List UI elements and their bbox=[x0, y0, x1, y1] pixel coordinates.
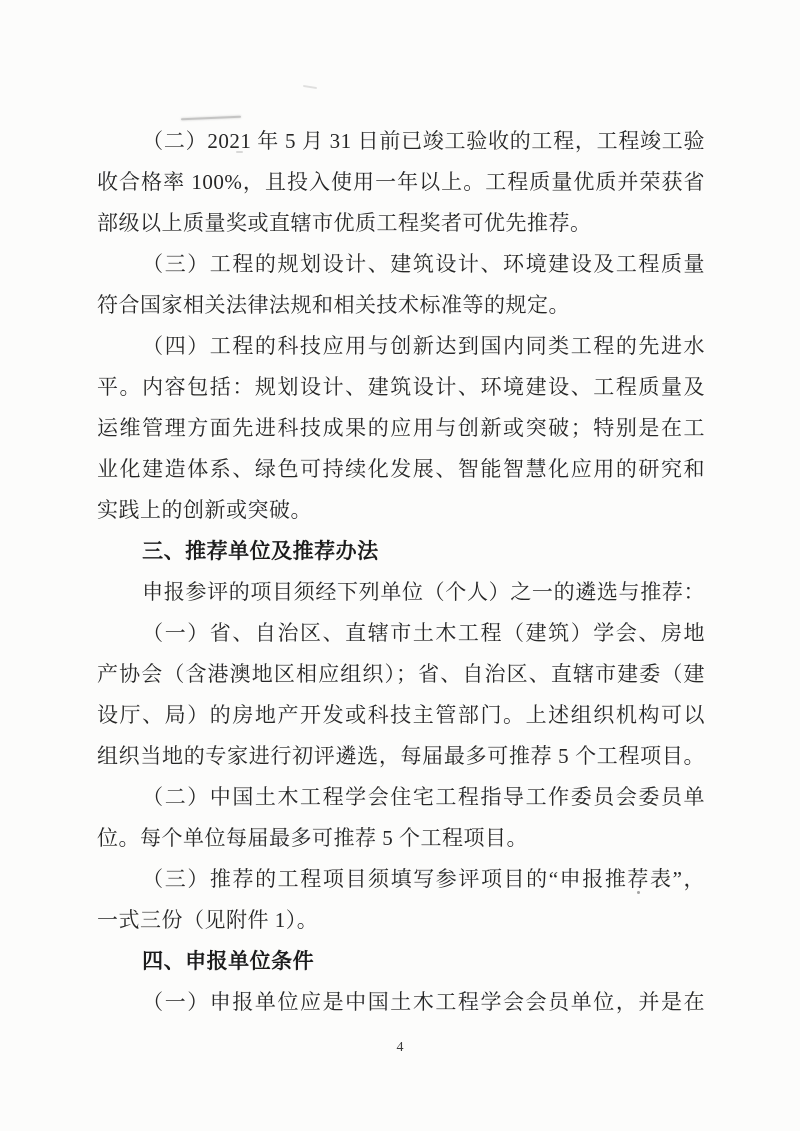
text-line: （二）中国土木工程学会住宅工程指导工作委员会委员单 bbox=[142, 785, 705, 809]
paragraph bbox=[97, 859, 705, 941]
document-body bbox=[97, 121, 705, 1023]
text-line: 收合格率 100%，且投入使用一年以上。工程质量优质并荣获省 bbox=[97, 170, 705, 194]
text-line: 三、推荐单位及推荐办法 bbox=[142, 540, 379, 563]
scan-artifact bbox=[181, 116, 241, 121]
text-line: （一）省、自治区、直辖市土木工程（建筑）学会、房地 bbox=[142, 621, 705, 645]
text-line: 组织当地的专家进行初评遴选，每届最多可推荐 5 个工程项目。 bbox=[97, 744, 705, 768]
text-line: 平。内容包括：规划设计、建筑设计、环境建设、工程质量及 bbox=[97, 375, 705, 399]
paragraph bbox=[97, 572, 705, 613]
text-line: 部级以上质量奖或直辖市优质工程奖者可优先推荐。 bbox=[97, 211, 592, 235]
text-line: 位。每个单位每届最多可推荐 5 个工程项目。 bbox=[97, 826, 528, 850]
section-heading bbox=[97, 531, 705, 572]
paragraph bbox=[97, 613, 705, 777]
text-line: （三）工程的规划设计、建筑设计、环境建设及工程质量 bbox=[142, 252, 705, 276]
paragraph bbox=[97, 244, 705, 326]
paragraph bbox=[97, 777, 705, 859]
scan-artifact bbox=[303, 85, 317, 89]
text-line: （四）工程的科技应用与创新达到国内同类工程的先进水 bbox=[142, 334, 705, 358]
text-line: （三）推荐的工程项目须填写参评项目的“申报推荐表”， bbox=[142, 867, 705, 891]
text-line: （二）2021 年 5 月 31 日前已竣工验收的工程，工程竣工验 bbox=[142, 129, 705, 153]
section-heading bbox=[97, 941, 705, 982]
text-line: 运维管理方面先进科技成果的应用与创新或突破；特别是在工 bbox=[97, 416, 705, 440]
text-line: 申报参评的项目须经下列单位（个人）之一的遴选与推荐： bbox=[142, 580, 705, 604]
text-line: （一）申报单位应是中国土木工程学会会员单位，并是在 bbox=[142, 990, 705, 1014]
page-number: 4 bbox=[396, 1040, 404, 1055]
text-line: 产协会（含港澳地区相应组织）；省、自治区、直辖市建委（建 bbox=[97, 662, 705, 686]
text-line: 一式三份（见附件 1）。 bbox=[97, 908, 319, 932]
text-line: 符合国家相关法律法规和相关技术标准等的规定。 bbox=[97, 293, 570, 317]
text-line: 实践上的创新或突破。 bbox=[97, 498, 312, 522]
text-line: 设厅、局）的房地产开发或科技主管部门。上述组织机构可以 bbox=[97, 703, 705, 727]
text-line: 业化建造体系、绿色可持续化发展、智能智慧化应用的研究和 bbox=[97, 457, 705, 481]
paragraph bbox=[97, 982, 705, 1023]
paragraph bbox=[97, 121, 705, 244]
paragraph bbox=[97, 326, 705, 531]
text-line: 四、申报单位条件 bbox=[142, 950, 315, 973]
